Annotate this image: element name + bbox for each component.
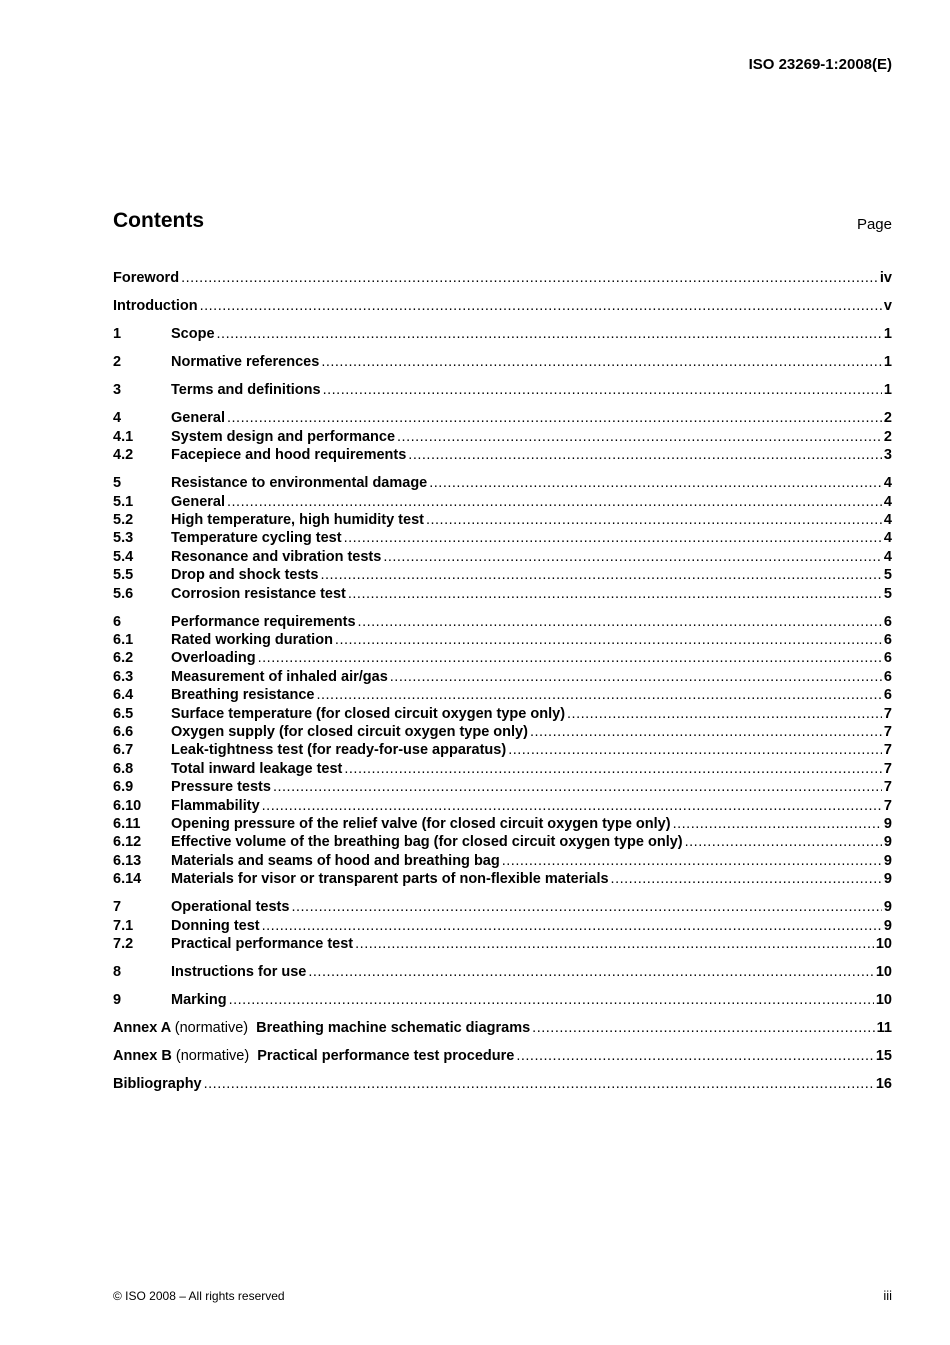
toc-entry-page: 2 bbox=[883, 428, 892, 445]
toc-entry-title-text: Breathing resistance bbox=[171, 687, 315, 704]
toc-entry-title-text: High temperature, high humidity test bbox=[171, 512, 424, 529]
toc-group bbox=[113, 474, 892, 603]
annex-title: Practical performance test procedure bbox=[257, 1048, 515, 1065]
toc-entry-title bbox=[113, 1075, 202, 1093]
toc-entry-title-text: Leak-tightness test (for ready-for-use apparatus) bbox=[171, 742, 507, 759]
toc-entry-page: 10 bbox=[875, 992, 892, 1009]
toc-entry-page: 2 bbox=[883, 410, 892, 427]
toc-entry[interactable] bbox=[113, 1019, 892, 1037]
toc-entry-number: 3 bbox=[113, 382, 122, 399]
toc-entry-page: 7 bbox=[883, 760, 892, 777]
toc-entry-page: 9 bbox=[883, 917, 892, 934]
dot-leader bbox=[426, 511, 882, 529]
dot-leader bbox=[262, 917, 882, 935]
toc-entry-number: 6.10 bbox=[113, 797, 142, 814]
dot-leader bbox=[320, 566, 881, 584]
dot-leader bbox=[200, 297, 882, 315]
toc-entry[interactable] bbox=[113, 935, 892, 953]
toc-entry-title bbox=[171, 705, 565, 723]
dot-leader bbox=[390, 668, 882, 686]
dot-leader bbox=[321, 353, 882, 371]
annex-title: Breathing machine schematic diagrams bbox=[256, 1020, 531, 1037]
toc-group bbox=[113, 353, 892, 371]
toc-entry-title bbox=[171, 585, 346, 603]
document-identifier: ISO 23269-1:2008(E) bbox=[748, 56, 892, 73]
toc-entry-title-text: Measurement of inhaled air/gas bbox=[171, 668, 388, 685]
toc-group bbox=[113, 963, 892, 981]
toc-entry-number: 6.9 bbox=[113, 779, 134, 796]
toc-entry-title-text: Oxygen supply (for closed circuit oxygen type only) bbox=[171, 724, 528, 741]
dot-leader bbox=[323, 381, 882, 399]
dot-leader bbox=[181, 269, 878, 287]
toc-entry-number: 7.2 bbox=[113, 936, 134, 952]
toc-entry-title-text: Materials and seams of hood and breathing bag bbox=[171, 852, 500, 869]
toc-entry[interactable] bbox=[113, 511, 892, 529]
toc-entry-number: 6.3 bbox=[113, 668, 134, 685]
toc-entry[interactable] bbox=[113, 409, 892, 427]
toc-group bbox=[113, 409, 892, 464]
toc-entry[interactable] bbox=[113, 760, 892, 778]
dot-leader bbox=[673, 815, 882, 833]
toc-entry[interactable] bbox=[113, 353, 892, 371]
toc-entry-title-text: Materials for visor or transparent parts of non-flexible materials bbox=[171, 871, 609, 888]
dot-leader bbox=[344, 760, 882, 778]
toc-entry-number: 6.11 bbox=[113, 815, 141, 832]
toc-entry[interactable] bbox=[113, 297, 892, 315]
toc-entry-page: 9 bbox=[883, 899, 892, 916]
toc-entry[interactable] bbox=[113, 705, 892, 723]
dot-leader bbox=[397, 428, 882, 446]
dot-leader bbox=[685, 833, 882, 851]
toc-entry[interactable] bbox=[113, 833, 892, 851]
page-number: iii bbox=[883, 1288, 892, 1303]
toc-entry-number: 6.7 bbox=[113, 742, 134, 759]
toc-entry-title bbox=[171, 741, 506, 759]
toc-group bbox=[113, 1047, 892, 1065]
toc-entry-title-text: Drop and shock tests bbox=[171, 567, 319, 584]
toc-entry-page: 9 bbox=[883, 871, 892, 888]
toc-entry-title bbox=[171, 649, 256, 667]
toc-entry[interactable] bbox=[113, 815, 892, 833]
toc-entry-number: 7 bbox=[113, 899, 122, 916]
dot-leader bbox=[227, 409, 882, 427]
toc-entry-title bbox=[171, 723, 528, 741]
toc-entry[interactable] bbox=[113, 428, 892, 446]
dot-leader bbox=[408, 446, 882, 464]
toc-entry-page: 1 bbox=[883, 326, 892, 343]
toc-entry-number: 6.12 bbox=[113, 834, 142, 851]
toc-entry-page: 5 bbox=[883, 567, 892, 584]
toc-group bbox=[113, 325, 892, 343]
toc-entry-number: 6.6 bbox=[113, 724, 134, 741]
toc-entry-title-text: Corrosion resistance test bbox=[171, 585, 346, 602]
toc-entry-page: 16 bbox=[875, 1076, 892, 1093]
toc-entry-title bbox=[171, 778, 271, 796]
toc-entry-title-text: Performance requirements bbox=[171, 613, 356, 630]
toc-entry[interactable] bbox=[113, 493, 892, 511]
toc-entry-title-text: Operational tests bbox=[171, 899, 290, 916]
toc-entry[interactable] bbox=[113, 686, 892, 704]
dot-leader bbox=[258, 649, 882, 667]
dot-leader bbox=[316, 686, 881, 704]
toc-entry-title bbox=[171, 870, 609, 888]
toc-entry-title bbox=[171, 409, 225, 427]
toc-entry-title bbox=[171, 474, 427, 492]
toc-group bbox=[113, 269, 892, 287]
toc-entry-title bbox=[171, 917, 260, 935]
toc-entry-title bbox=[171, 898, 289, 916]
toc-entry[interactable] bbox=[113, 325, 892, 343]
toc-entry-page: 9 bbox=[883, 834, 892, 851]
dot-leader bbox=[516, 1047, 874, 1065]
toc-entry-page: 6 bbox=[883, 613, 892, 630]
toc-entry-title-text: Facepiece and hood requirements bbox=[171, 447, 407, 464]
toc-entry[interactable] bbox=[113, 1047, 892, 1065]
toc-entry-title-text: Temperature cycling test bbox=[171, 530, 342, 547]
toc-entry-title bbox=[171, 852, 500, 870]
dot-leader bbox=[358, 613, 882, 631]
copyright-notice: © ISO 2008 – All rights reserved bbox=[113, 1289, 285, 1303]
toc-entry-number: 6 bbox=[113, 613, 122, 630]
toc-entry-title bbox=[113, 269, 179, 287]
toc-entry-title-text: General bbox=[171, 410, 225, 427]
toc-entry-number: 8 bbox=[113, 964, 122, 981]
toc-group bbox=[113, 991, 892, 1009]
toc-entry[interactable] bbox=[113, 269, 892, 287]
dot-leader bbox=[383, 548, 882, 566]
toc-entry-title-text: Scope bbox=[171, 326, 215, 343]
dot-leader bbox=[291, 898, 881, 916]
dot-leader bbox=[348, 585, 882, 603]
toc-entry-page: 4 bbox=[883, 548, 892, 565]
toc-entry-title bbox=[171, 325, 215, 343]
toc-entry-number: 6.4 bbox=[113, 687, 134, 704]
toc-entry-title bbox=[171, 511, 424, 529]
toc-entry-number: 6.2 bbox=[113, 650, 134, 667]
toc-group bbox=[113, 297, 892, 315]
toc-entry-page: 7 bbox=[883, 797, 892, 814]
toc-entry-number: 5.1 bbox=[113, 493, 134, 510]
annex-qualifier: (normative) bbox=[174, 1020, 249, 1037]
toc-entry-title bbox=[171, 963, 306, 981]
toc-entry-number: 5 bbox=[113, 475, 122, 492]
toc-entry-title-text: Resistance to environmental damage bbox=[171, 475, 428, 492]
dot-leader bbox=[335, 631, 882, 649]
toc-entry[interactable] bbox=[113, 723, 892, 741]
toc-entry[interactable] bbox=[113, 381, 892, 399]
toc-entry-title-text: Practical performance test bbox=[171, 936, 354, 952]
toc-entry-title bbox=[171, 815, 671, 833]
toc-entry-number: 5.2 bbox=[113, 512, 134, 529]
toc-entry-number: 6.1 bbox=[113, 632, 134, 649]
toc-entry-page: 4 bbox=[883, 530, 892, 547]
toc-entry-title-text: Marking bbox=[171, 992, 227, 1009]
toc-entry-page: 10 bbox=[875, 964, 892, 981]
toc-entry-title bbox=[171, 631, 333, 649]
toc-entry-title bbox=[171, 686, 314, 704]
toc-entry-number: 6.5 bbox=[113, 705, 134, 722]
dot-leader bbox=[429, 474, 882, 492]
toc-entry[interactable] bbox=[113, 548, 892, 566]
toc-entry-number: 6.8 bbox=[113, 760, 134, 777]
toc-entry-number: 1 bbox=[113, 326, 122, 343]
toc-entry-title bbox=[171, 428, 395, 446]
toc-entry-page: 6 bbox=[883, 650, 892, 667]
toc-entry-title bbox=[171, 797, 260, 815]
toc-entry-title bbox=[171, 668, 388, 686]
dot-leader bbox=[344, 529, 882, 547]
toc-entry[interactable] bbox=[113, 668, 892, 686]
dot-leader bbox=[229, 991, 874, 1009]
toc-entry-title-text: Effective volume of the breathing bag (for closed circuit oxygen type only) bbox=[171, 834, 683, 851]
toc-entry-title-text: System design and performance bbox=[171, 428, 396, 445]
toc-entry-number: 6.14 bbox=[113, 871, 142, 888]
toc-entry-page: 4 bbox=[883, 475, 892, 492]
toc-group bbox=[113, 898, 892, 953]
toc-entry-page: 3 bbox=[883, 447, 892, 464]
page-column-label: Page bbox=[856, 216, 892, 233]
toc-entry[interactable] bbox=[113, 741, 892, 759]
toc-entry-page: 11 bbox=[876, 1020, 892, 1037]
toc-entry-number: 4.2 bbox=[113, 447, 134, 464]
toc-entry-title-text: Resonance and vibration tests bbox=[171, 548, 382, 565]
dot-leader bbox=[262, 797, 882, 815]
toc-entry-number: 7.1 bbox=[113, 917, 134, 934]
toc-entry-page: 4 bbox=[883, 512, 892, 529]
toc-entry[interactable] bbox=[113, 446, 892, 464]
dot-leader bbox=[308, 963, 874, 981]
toc-entry-title bbox=[171, 935, 353, 953]
toc-entry-title bbox=[171, 566, 318, 584]
toc-entry[interactable] bbox=[113, 566, 892, 584]
toc-entry[interactable] bbox=[113, 778, 892, 796]
toc-entry-title bbox=[171, 991, 227, 1009]
toc-entry-title-text: Opening pressure of the relief valve (for closed circuit oxygen type only) bbox=[171, 815, 671, 832]
toc-entry-title-text: Pressure tests bbox=[171, 779, 271, 796]
toc-entry-title bbox=[171, 353, 319, 371]
dot-leader bbox=[227, 493, 882, 511]
toc-entry-title bbox=[171, 548, 381, 566]
toc-entry[interactable] bbox=[113, 649, 892, 667]
toc-entry[interactable] bbox=[113, 898, 892, 916]
toc-entry-page: 7 bbox=[883, 779, 892, 796]
toc-entry-title-text: Instructions for use bbox=[171, 964, 307, 981]
toc-group bbox=[113, 613, 892, 889]
toc-entry-page: v bbox=[883, 298, 892, 315]
toc-entry-page: 9 bbox=[883, 815, 892, 832]
dot-leader bbox=[532, 1019, 874, 1037]
toc-entry[interactable] bbox=[113, 474, 892, 492]
toc-entry[interactable] bbox=[113, 585, 892, 603]
toc-entry-title-text: Terms and definitions bbox=[171, 382, 321, 399]
toc-entry-number: 5.5 bbox=[113, 567, 134, 584]
toc-entry-title bbox=[171, 381, 321, 399]
toc-entry-number: 6.13 bbox=[113, 852, 142, 869]
toc-entry-title bbox=[113, 1019, 530, 1037]
toc-entry-page: 7 bbox=[883, 742, 892, 759]
dot-leader bbox=[204, 1075, 874, 1093]
toc-entry-title-text: Foreword bbox=[113, 270, 180, 286]
dot-leader bbox=[355, 935, 874, 953]
toc-entry-title-text: Overloading bbox=[171, 650, 256, 667]
toc-entry[interactable] bbox=[113, 917, 892, 935]
toc-entry-number: 9 bbox=[113, 992, 122, 1009]
toc-entry-page: 1 bbox=[883, 354, 892, 371]
toc-entry-page: 6 bbox=[883, 632, 892, 649]
toc-entry-number: 5.4 bbox=[113, 548, 134, 565]
toc-entry-page: 4 bbox=[883, 493, 892, 510]
toc-entry[interactable] bbox=[113, 852, 892, 870]
toc-entry-title-text: Annex A bbox=[113, 1020, 171, 1037]
toc-entry-title bbox=[171, 446, 406, 464]
toc-entry-title bbox=[171, 833, 683, 851]
dot-leader bbox=[508, 741, 882, 759]
toc-entry-title-text: Total inward leakage test bbox=[171, 760, 343, 777]
toc-entry-title bbox=[171, 529, 342, 547]
toc-entry-title-text: Rated working duration bbox=[171, 632, 333, 649]
toc-entry[interactable] bbox=[113, 613, 892, 631]
toc-entry[interactable] bbox=[113, 529, 892, 547]
toc-entry-page: 6 bbox=[883, 668, 892, 685]
dot-leader bbox=[502, 852, 882, 870]
toc-entry-page: 9 bbox=[883, 852, 892, 869]
toc-entry[interactable] bbox=[113, 631, 892, 649]
toc-entry-title bbox=[113, 1047, 514, 1065]
toc-entry-title-text: Bibliography bbox=[113, 1076, 202, 1093]
toc-entry-page: 10 bbox=[875, 936, 892, 952]
toc-entry-title bbox=[171, 760, 342, 778]
toc-entry-number: 5.6 bbox=[113, 585, 134, 602]
toc-entry-page: 7 bbox=[883, 724, 892, 741]
toc-group bbox=[113, 381, 892, 399]
toc-entry-title-text: General bbox=[171, 493, 225, 510]
toc-entry[interactable] bbox=[113, 870, 892, 888]
toc-entry-number: 4.1 bbox=[113, 428, 134, 445]
toc-entry-title bbox=[171, 613, 356, 631]
toc-entry-title-text: Flammability bbox=[171, 797, 260, 814]
toc-entry-page: 5 bbox=[883, 585, 892, 602]
toc-entry[interactable] bbox=[113, 991, 892, 1009]
toc-entry-page: 6 bbox=[883, 687, 892, 704]
dot-leader bbox=[217, 325, 882, 343]
dot-leader bbox=[530, 723, 882, 741]
toc-entry-page: 7 bbox=[883, 705, 892, 722]
toc-entry-title-text: Normative references bbox=[171, 354, 320, 371]
toc-entry-title bbox=[113, 297, 198, 315]
toc-entry[interactable] bbox=[113, 797, 892, 815]
toc-entry-title-text: Surface temperature (for closed circuit oxygen type only) bbox=[171, 705, 566, 722]
toc-entry[interactable] bbox=[113, 963, 892, 981]
toc-group bbox=[113, 1019, 892, 1037]
toc-group bbox=[113, 1075, 892, 1093]
toc-entry-title bbox=[171, 493, 225, 511]
toc-entry[interactable] bbox=[113, 1075, 892, 1093]
toc-entry-page: 15 bbox=[875, 1048, 892, 1065]
dot-leader bbox=[567, 705, 882, 723]
toc-entry-title-text: Annex B bbox=[113, 1048, 172, 1065]
toc-entry-title-text: Introduction bbox=[113, 298, 198, 315]
dot-leader bbox=[273, 778, 882, 796]
toc-entry-number: 4 bbox=[113, 410, 122, 427]
contents-heading: Contents bbox=[113, 209, 204, 232]
annex-qualifier: (normative) bbox=[175, 1048, 250, 1065]
dot-leader bbox=[611, 870, 882, 888]
toc-entry-page: iv bbox=[879, 270, 892, 286]
toc-entry-title-text: Donning test bbox=[171, 917, 260, 934]
toc-entry-number: 5.3 bbox=[113, 530, 134, 547]
table-of-contents bbox=[113, 269, 892, 1103]
toc-entry-page: 1 bbox=[883, 382, 892, 399]
toc-entry-number: 2 bbox=[113, 354, 122, 371]
